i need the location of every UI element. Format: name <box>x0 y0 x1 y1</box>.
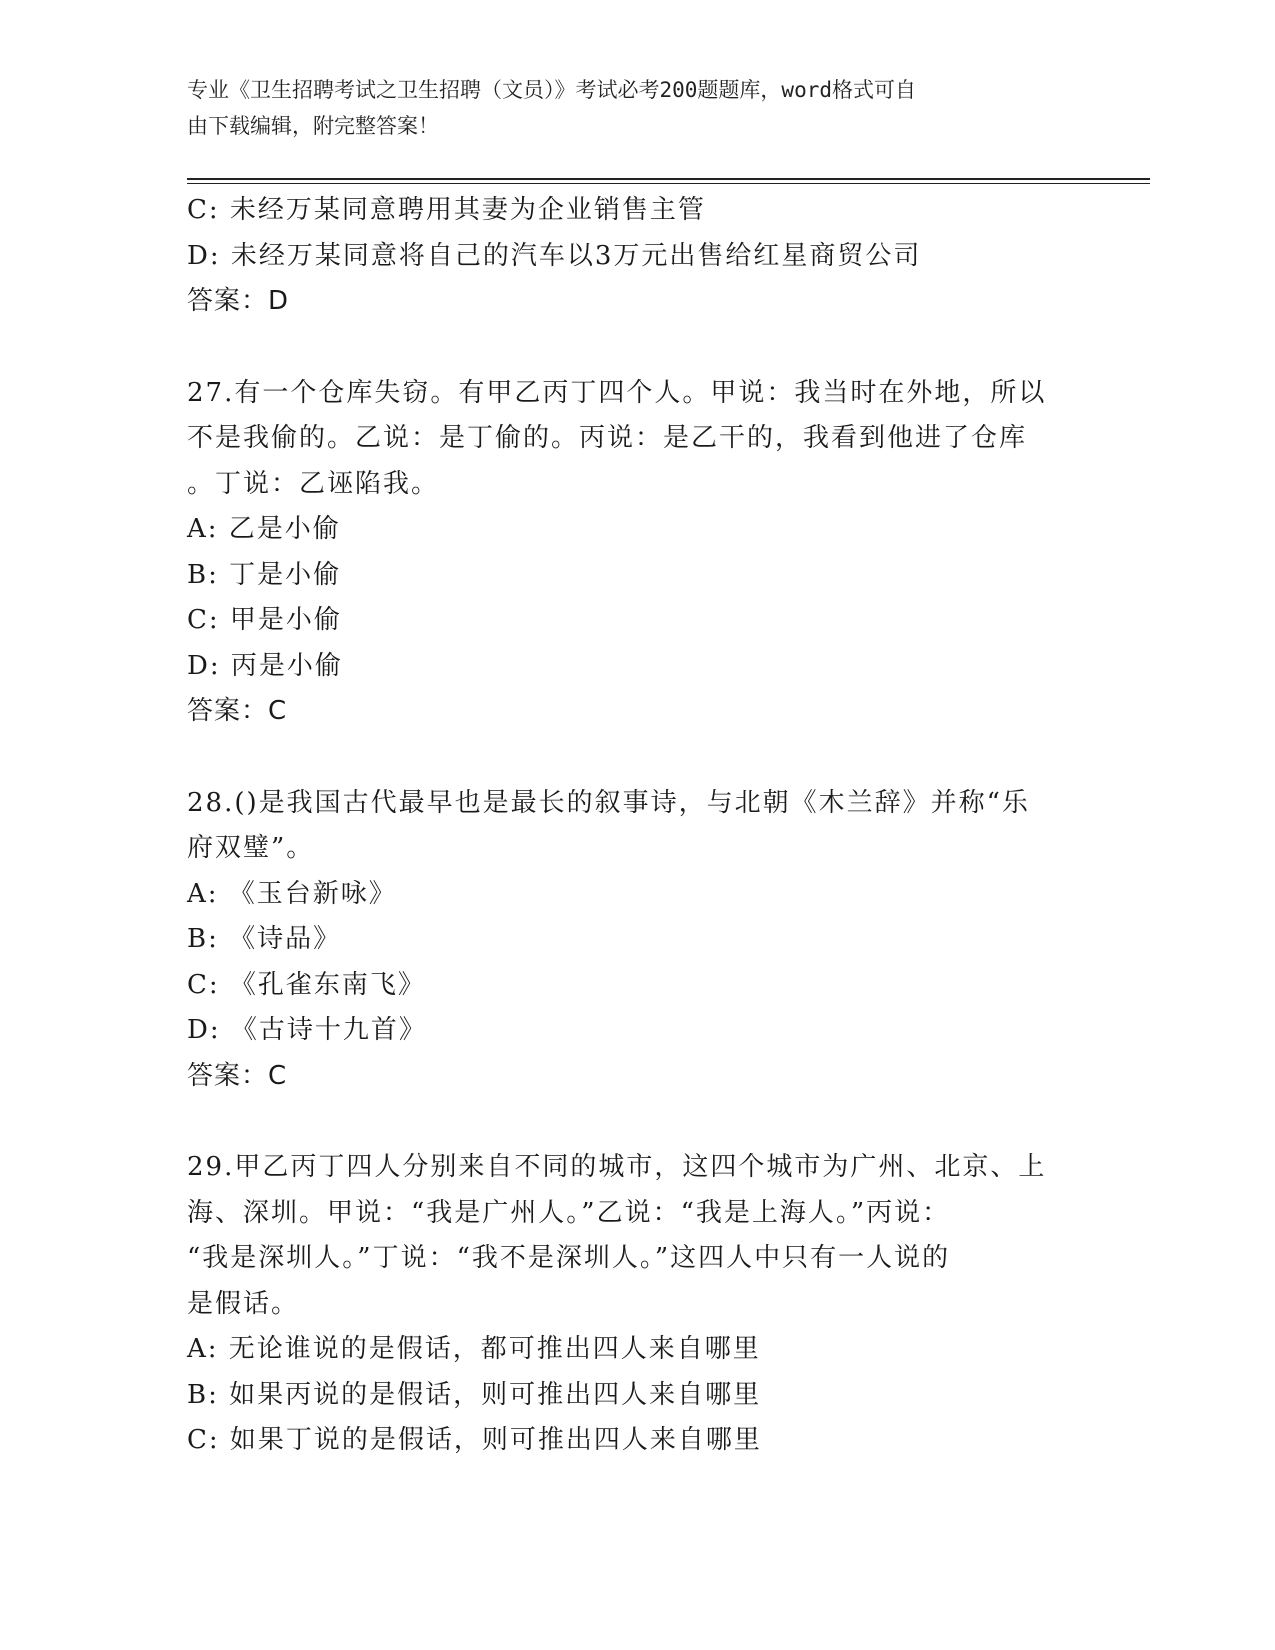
question-text: 。丁说：乙诬陷我。 <box>187 468 440 499</box>
answer: 答案：C <box>187 696 288 726</box>
question-text: 29.甲乙丙丁四人分别来自不同的城市，这四个城市为广州、北京、上 <box>187 1152 1047 1182</box>
question-text: 27.有一个仓库失窃。有甲乙丙丁四个人。甲说：我当时在外地，所以 <box>187 377 1047 408</box>
option: D: 丙是小偷 <box>187 650 343 681</box>
header-rule-thin <box>187 183 1150 184</box>
question-29 <box>187 1145 1107 1464</box>
question-text: 海、深圳。甲说：“我是广州人。”乙说：“我是上海人。”丙说： <box>187 1197 951 1228</box>
question-text: “我是深圳人。”丁说：“我不是深圳人。”这四人中只有一人说的 <box>187 1243 951 1273</box>
option: A: 无论谁说的是假话，都可推出四人来自哪里 <box>187 1334 761 1364</box>
question-28 <box>187 781 1107 1100</box>
answer: 答案：C <box>187 1060 288 1091</box>
option: C: 《孔雀东南飞》 <box>187 969 426 1000</box>
option: A: 《玉台新咏》 <box>187 878 397 909</box>
page-header <box>187 72 1067 144</box>
option: B: 《诗品》 <box>187 924 342 954</box>
option: A: 乙是小偷 <box>187 514 341 544</box>
option: D: 《古诗十九首》 <box>187 1015 427 1045</box>
header-line: 专业《卫生招聘考试之卫生招聘（文员）》考试必考200题题库，word格式可自 <box>187 78 916 102</box>
document-body <box>187 188 1107 1464</box>
header-rule-thick <box>187 178 1150 180</box>
option: C: 未经万某同意聘用其妻为企业销售主管 <box>187 195 706 225</box>
question-text: 府双璧”。 <box>187 833 315 863</box>
option: C: 甲是小偷 <box>187 605 342 635</box>
question-text: 是假话。 <box>187 1288 300 1319</box>
header-line: 由下载编辑，附完整答案！ <box>187 114 439 138</box>
question-text: 28.()是我国古代最早也是最长的叙事诗，与北朝《木兰辞》并称“乐 <box>187 787 1030 818</box>
option: D: 未经万某同意将自己的汽车以3万元出售给红星商贸公司 <box>187 240 922 271</box>
question-27 <box>187 371 1107 735</box>
question-text: 不是我偷的。乙说：是丁偷的。丙说：是乙干的，我看到他进了仓库 <box>187 423 1028 453</box>
option: C: 如果丁说的是假话，则可推出四人来自哪里 <box>187 1425 762 1455</box>
option: B: 丁是小偷 <box>187 559 342 590</box>
option: B: 如果丙说的是假话，则可推出四人来自哪里 <box>187 1379 762 1410</box>
answer: 答案：D <box>187 286 290 316</box>
